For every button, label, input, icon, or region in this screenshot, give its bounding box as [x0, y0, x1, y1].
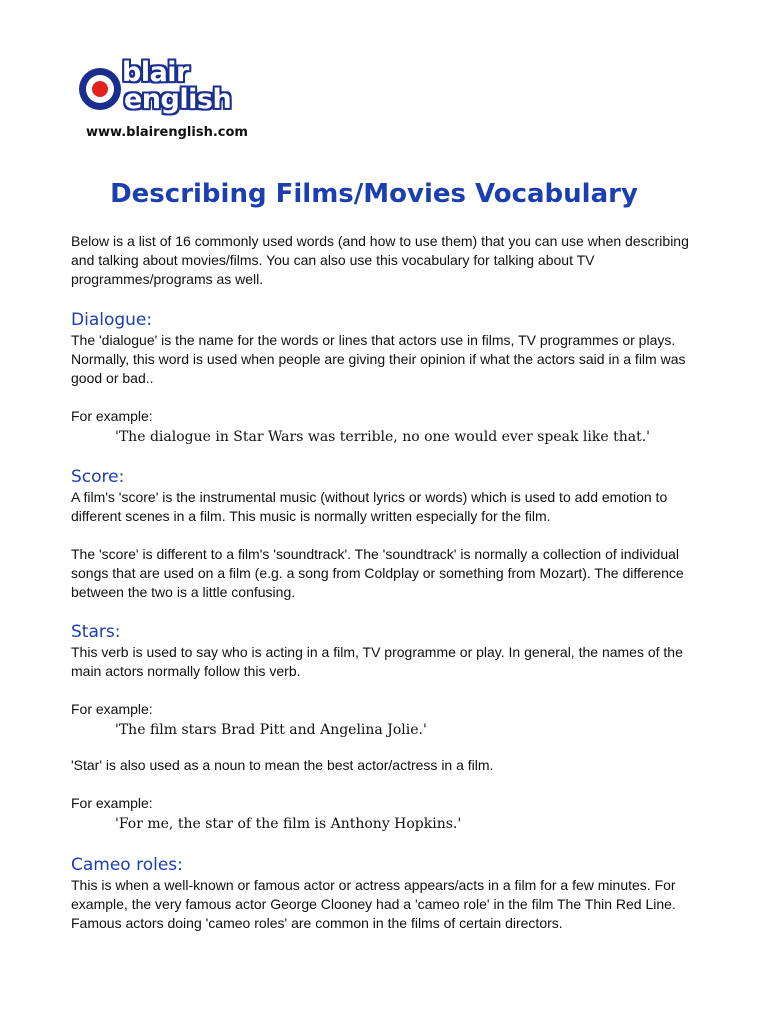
target-roundel-icon [78, 58, 122, 118]
cameo-paragraph: This is when a well-known or famous actor or actress appears/acts in a film for a few minutes. For example, the very famous actor George Clooney had a 'cameo role' in the film The Thin Red Line. Famous actors doing 'cameo roles' are common in the films of certain directors. [71, 877, 676, 931]
stars-paragraph-1: This verb is used to say who is acting in a film, TV programme or play. In general, the names of the main actors normally follow this verb. [71, 644, 683, 679]
heading-dialogue: Dialogue: [71, 310, 153, 330]
stars-example-1: 'The film stars Brad Pitt and Angelina Jolie.' [115, 722, 427, 738]
stars-paragraph-2: 'Star' is also used as a noun to mean the best actor/actress in a film. [71, 757, 494, 773]
heading-stars: Stars: [71, 622, 121, 642]
page-title: Describing Films/Movies Vocabulary [110, 179, 638, 209]
stars-example-2: 'For me, the star of the film is Anthony Hopkins.' [115, 816, 462, 832]
stars-for-example-2: For example: [71, 795, 153, 811]
document-body [71, 232, 711, 933]
dialogue-paragraph: The 'dialogue' is the name for the words or lines that actors use in films, TV programmes or plays. Normally, this word is used when people are giving their opinion if what the actors said in a film was good or bad.. [71, 332, 686, 386]
logo-word-english: english [124, 84, 232, 115]
score-paragraph-1: A film's 'score' is the instrumental music (without lyrics or words) which is used to add emotion to different scenes in a film. This music is normally written especially for the film. [71, 489, 668, 524]
site-url: www.blairenglish.com [86, 125, 248, 140]
heading-score: Score: [71, 467, 125, 487]
stars-for-example-1: For example: [71, 701, 153, 717]
score-paragraph-2: The 'score' is different to a film's 'soundtrack'. The 'soundtrack' is normally a collection of individual songs that are used on a film (e.g. a song from Coldplay or something from Mozart). The difference between the two is a little confusing. [71, 546, 684, 600]
intro-paragraph: Below is a list of 16 commonly used words (and how to use them) that you can use when describing and talking about movies/films. You can also use this vocabulary for talking about TV programmes/programs as well. [71, 233, 689, 287]
heading-cameo-roles: Cameo roles: [71, 855, 183, 875]
dialogue-example: 'The dialogue in Star Wars was terrible, no one would ever speak like that.' [115, 429, 651, 445]
blair-english-logo [78, 58, 258, 118]
logo-word-blair: blair [122, 57, 189, 88]
dialogue-for-example: For example: [71, 408, 153, 424]
